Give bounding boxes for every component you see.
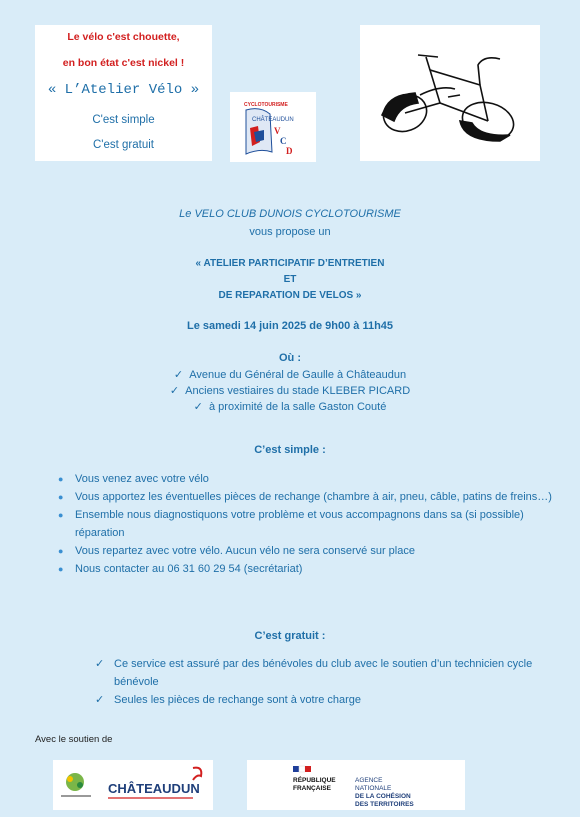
where-item-1: ✓ Avenue du Général de Gaulle à Châteaudun: [173, 369, 407, 381]
slogan-card: [35, 25, 212, 161]
anct-logo: [247, 760, 465, 810]
check-icon: ✓: [95, 694, 105, 706]
logo-top-text: CYCLOTOURISME: [244, 102, 288, 108]
bullet-icon: ●: [58, 546, 64, 556]
club-name: Le VELO CLUB DUNOIS CYCLOTOURISME: [179, 208, 401, 220]
list-item: ● Vous venez avec votre vélo: [58, 470, 568, 488]
list-item: ● Vous apportez les éventuelles pièces de rechange (chambre à air, pneu, câble, patins de freins…): [58, 488, 568, 506]
logo-letter-v: V: [274, 126, 281, 136]
club-logo: [230, 92, 316, 162]
free-list: [95, 655, 565, 709]
list-item: ● Vous repartez avec votre vélo. Aucun vélo ne sera conservé sur place: [58, 542, 568, 560]
anct-line-3: DE LA COHÉSION: [355, 793, 411, 800]
sponsor1-city: CHÂTEAUDUN: [108, 781, 200, 796]
workshop-title-1: « ATELIER PARTICIPATIF D’ENTRETIEN: [195, 258, 385, 269]
atelier-title: « L’Atelier Vélo »: [47, 82, 200, 98]
bullet-icon: ●: [58, 492, 64, 502]
rf-line-2: FRANÇAISE: [293, 785, 331, 792]
slogan-line-2: en bon état c'est nickel !: [62, 57, 185, 69]
bullet-icon: ●: [58, 510, 64, 520]
check-icon: ✓: [173, 369, 190, 381]
chateaudun-logo: [53, 760, 213, 810]
slogan-line-1: Le vélo c'est chouette,: [67, 31, 180, 43]
list-item: ● Nous contacter au 06 31 60 29 54 (secrétariat): [58, 560, 568, 578]
bullet-icon: ●: [58, 474, 64, 484]
logo-letter-d: D: [286, 146, 293, 156]
check-icon: ✓: [169, 385, 186, 397]
workshop-title-2: ET: [283, 274, 297, 285]
anct-line-1: AGENCE: [355, 777, 383, 784]
where-item-2: ✓ Anciens vestiaires du stade KLEBER PICARD: [169, 385, 411, 397]
bicycle-illustration: [360, 25, 540, 161]
where-heading: Où :: [279, 352, 301, 364]
anct-line-2: NATIONALE: [355, 785, 392, 792]
check-icon: ✓: [95, 658, 105, 670]
list-item: ✓ Seules les pièces de rechange sont à votre charge: [95, 691, 565, 709]
list-item: ● Ensemble nous diagnostiquons votre problème et vous accompagnons dans sa (si possible) réparation: [58, 506, 568, 542]
rf-line-1: RÉPUBLIQUE: [293, 777, 336, 784]
list-item: ✓ Ce service est assuré par des bénévoles du club avec le soutien d’un technicien cycle bénévole: [95, 655, 565, 691]
event-date: Le samedi 14 juin 2025 de 9h00 à 11h45: [186, 320, 394, 332]
anct-line-4: DES TERRITOIRES: [355, 801, 414, 808]
free-heading: C’est gratuit :: [254, 630, 326, 642]
workshop-title-3: DE REPARATION DE VELOS »: [218, 290, 362, 301]
simple-list: [58, 470, 568, 578]
check-icon: ✓: [193, 401, 209, 413]
bullet-icon: ●: [58, 564, 64, 574]
logo-letter-c: C: [280, 136, 287, 146]
slogan-free: C'est gratuit: [93, 139, 154, 151]
simple-heading: C’est simple :: [254, 444, 326, 456]
propose-text: vous propose un: [249, 226, 331, 238]
logo-city: CHÂTEAUDUN: [252, 117, 294, 123]
where-item-3: ✓ à proximité de la salle Gaston Couté: [193, 401, 387, 413]
support-label: Avec le soutien de: [35, 734, 113, 745]
slogan-simple: C'est simple: [92, 114, 155, 126]
